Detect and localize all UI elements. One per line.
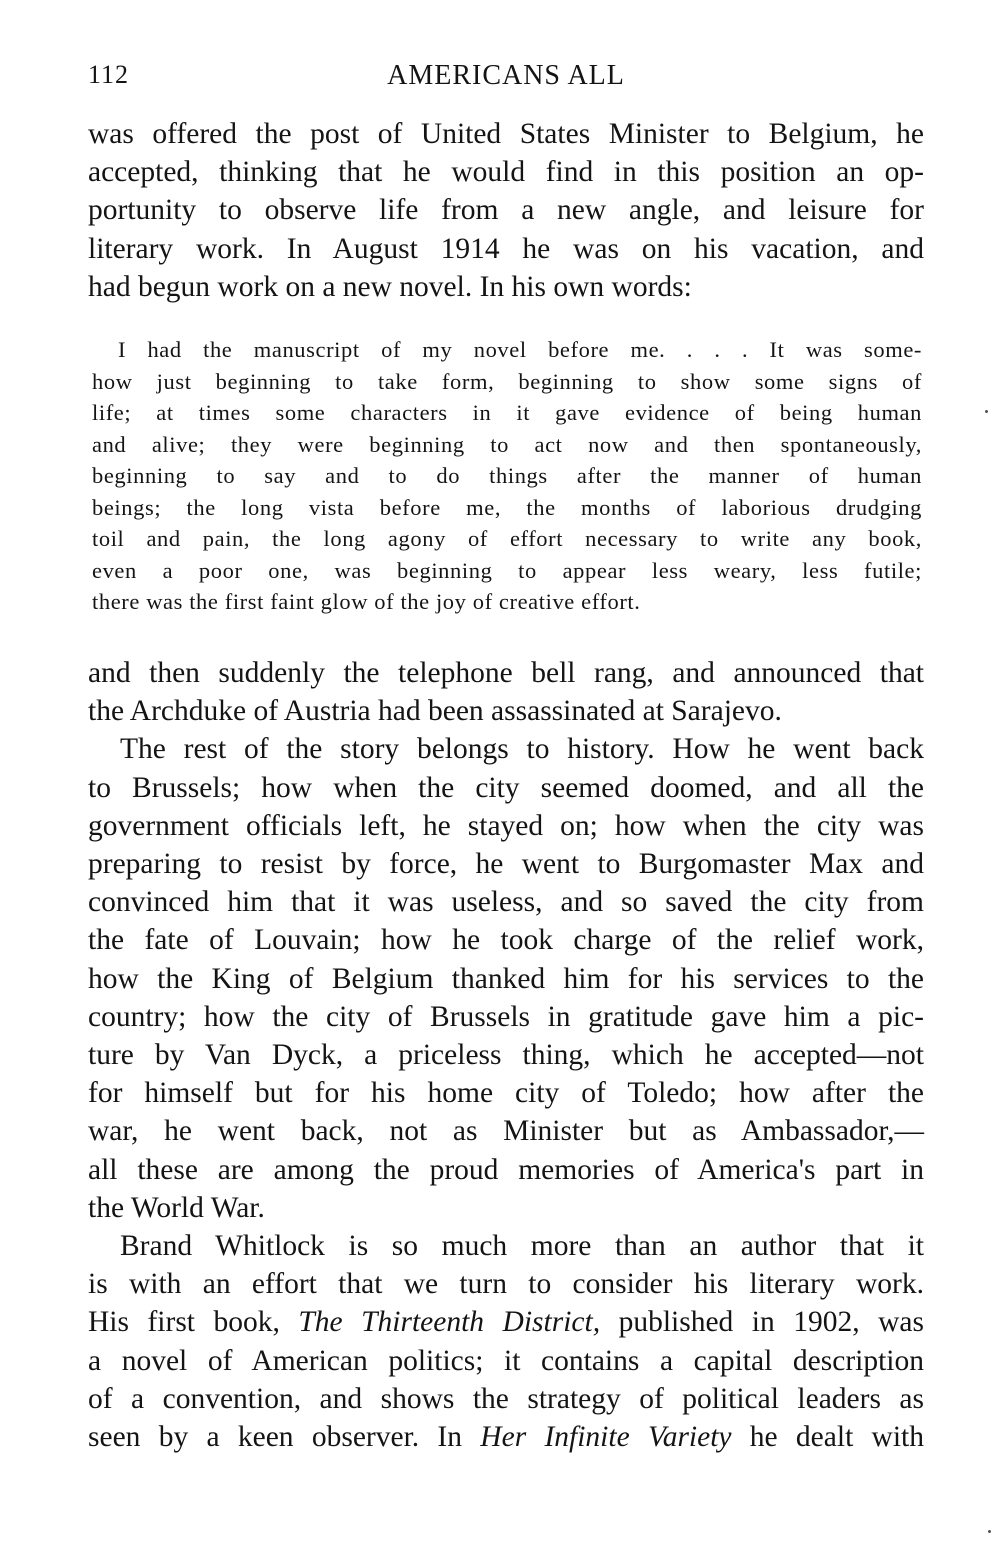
- quote-line: beings; the long vista before me, the months of laborious drudging: [92, 494, 922, 520]
- paragraph-opening: [88, 115, 924, 306]
- text-line: was offered the post of United States Minister to Belgium, he: [88, 118, 924, 150]
- running-title: AMERICANS ALL: [387, 60, 625, 91]
- text-fragment: he dealt with: [731, 1421, 924, 1454]
- page-header: [88, 60, 924, 100]
- text-line: a novel of American politics; it contains a capital description: [88, 1344, 924, 1377]
- text-line: and then suddenly the telephone bell rang, and announced that: [88, 657, 924, 689]
- text-line: country; how the city of Brussels in gratitude gave him a pic-: [88, 1000, 924, 1033]
- paper-speck: [988, 1530, 991, 1533]
- text-line: preparing to resist by force, he went to Burgomaster Max and: [88, 848, 924, 881]
- text-line: all these are among the proud memories of America's part in: [88, 1153, 924, 1186]
- text-line: [88, 1418, 924, 1456]
- quote-line: and alive; they were beginning to act now and then spontaneously,: [92, 431, 922, 457]
- quote-line: life; at times some characters in it gave evidence of being human: [92, 400, 922, 425]
- text-line: convinced him that it was useless, and so saved the city from: [88, 886, 924, 919]
- text-line: the fate of Louvain; how he took charge of the relief work,: [88, 924, 924, 957]
- text-line: had begun work on a new novel. In his own words:: [88, 270, 692, 303]
- paper-speck: [985, 410, 988, 413]
- text-line: The rest of the story belongs to history. How he went back: [120, 733, 924, 766]
- text-line: ture by Van Dyck, a priceless thing, which he accepted—not: [88, 1039, 924, 1072]
- quote-line: how just beginning to take form, beginning to show some signs of: [92, 368, 922, 394]
- text-line: of a convention, and shows the strategy of political leaders as: [88, 1382, 924, 1415]
- page-number: 112: [88, 60, 130, 89]
- paragraph-continuation: [88, 654, 924, 1456]
- text-line: to Brussels; how when the city seemed doomed, and all the: [88, 771, 924, 804]
- text-line: how the King of Belgium thanked him for his services to the: [88, 962, 924, 995]
- text-line: literary work. In August 1914 he was on his vacation, and: [88, 232, 924, 265]
- book-title: The Thirteenth District,: [298, 1306, 601, 1339]
- quote-line: even a poor one, was beginning to appear less weary, less futile;: [92, 557, 922, 583]
- text-line: government officials left, he stayed on; how when the city was: [88, 809, 924, 842]
- quote-line: there was the first faint glow of the joy of creative effort.: [92, 589, 641, 614]
- quote-line: I had the manuscript of my novel before me. . . . It was some-: [118, 337, 922, 362]
- text-line: accepted, thinking that he would find in this position an op-: [88, 156, 924, 189]
- text-line: for himself but for his home city of Toledo; how after the: [88, 1077, 924, 1110]
- book-title: Her Infinite Variety: [480, 1421, 732, 1454]
- quote-line: beginning to say and to do things after the manner of human: [92, 463, 922, 488]
- text-fragment: seen by a keen observer. In: [88, 1421, 481, 1454]
- text-line: [88, 1303, 924, 1341]
- quote-line: toil and pain, the long agony of effort necessary to write any book,: [92, 526, 922, 551]
- text-fragment: His first book,: [88, 1306, 299, 1339]
- block-quote: [92, 334, 922, 618]
- text-fragment: published in 1902, was: [600, 1306, 924, 1339]
- text-line: Brand Whitlock is so much more than an author that it: [120, 1230, 924, 1263]
- text-line: the Archduke of Austria had been assassinated at Sarajevo.: [88, 695, 782, 728]
- text-line: portunity to observe life from a new angle, and leisure for: [88, 194, 924, 227]
- text-line: the World War.: [88, 1191, 265, 1224]
- text-line: war, he went back, not as Minister but as Ambassador,—: [88, 1115, 924, 1148]
- text-line: is with an effort that we turn to consider his literary work.: [88, 1268, 924, 1301]
